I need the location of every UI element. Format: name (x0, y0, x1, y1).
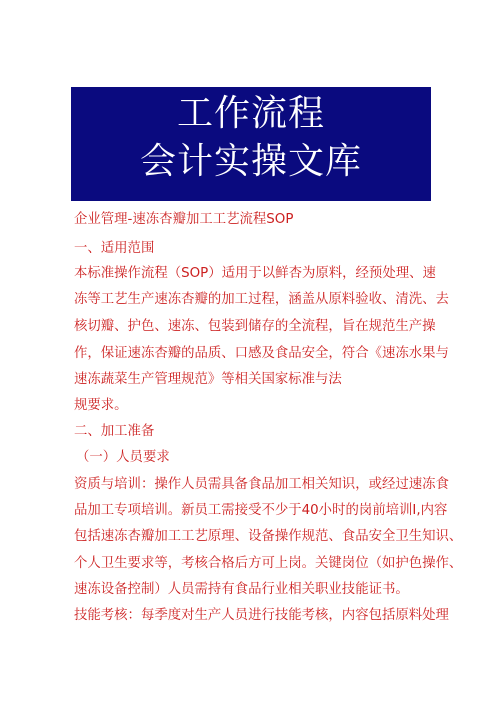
section-1-line: 速冻蔬菜生产管理规范》等相关国家标准与法 (74, 372, 342, 387)
title-banner (71, 87, 431, 201)
section-1-title: 一、适用范围 (74, 241, 155, 256)
banner-title-line2: 会计实操文库 (139, 141, 362, 182)
section-1-line: 本标准操作流程（SOP）适用于以鲜杏为原料，经预处理、速 (74, 266, 436, 281)
section-2-line: 技能考核：每季度对生产人员进行技能考核，内容包括原料处理 (74, 608, 449, 623)
section-1-line: 规要求。 (74, 398, 128, 413)
section-2-title: 二、加工准备 (74, 424, 155, 439)
document-heading: 企业管理-速冻杏瓣加工工艺流程SOP (74, 212, 294, 227)
section-1-line: 冻等工艺生产速冻杏瓣的加工过程，涵盖从原料验收、清洗、去 (74, 292, 449, 307)
section-1-line: 作，保证速冻杏瓣的品质、口感及食品安全，符合《速冻水果与 (74, 346, 449, 361)
section-2-line: 速冻设备控制）人员需持有食品行业相关职业技能证书。 (74, 582, 409, 597)
section-2-line: 包括速冻杏瓣加工工艺原理、设备操作规范、食品安全卫生知识、 (74, 529, 463, 544)
banner-title-line1: 工作流程 (176, 93, 325, 134)
section-2-subtitle: （一）人员要求 (76, 450, 170, 465)
section-2-line: 品加工专项培训。新员工需接受不少于40小时的岗前培训I,内容 (74, 503, 448, 518)
section-2-line: 个人卫生要求等，考核合格后方可上岗。关键岗位（如护色操作、 (74, 556, 463, 571)
section-2-line: 资质与培训：操作人员需具备食品加工相关知识，或经过速冻食 (74, 477, 449, 492)
section-1-line: 核切瓣、护色、速冻、包装到储存的全流程，旨在规范生产操 (74, 319, 436, 334)
